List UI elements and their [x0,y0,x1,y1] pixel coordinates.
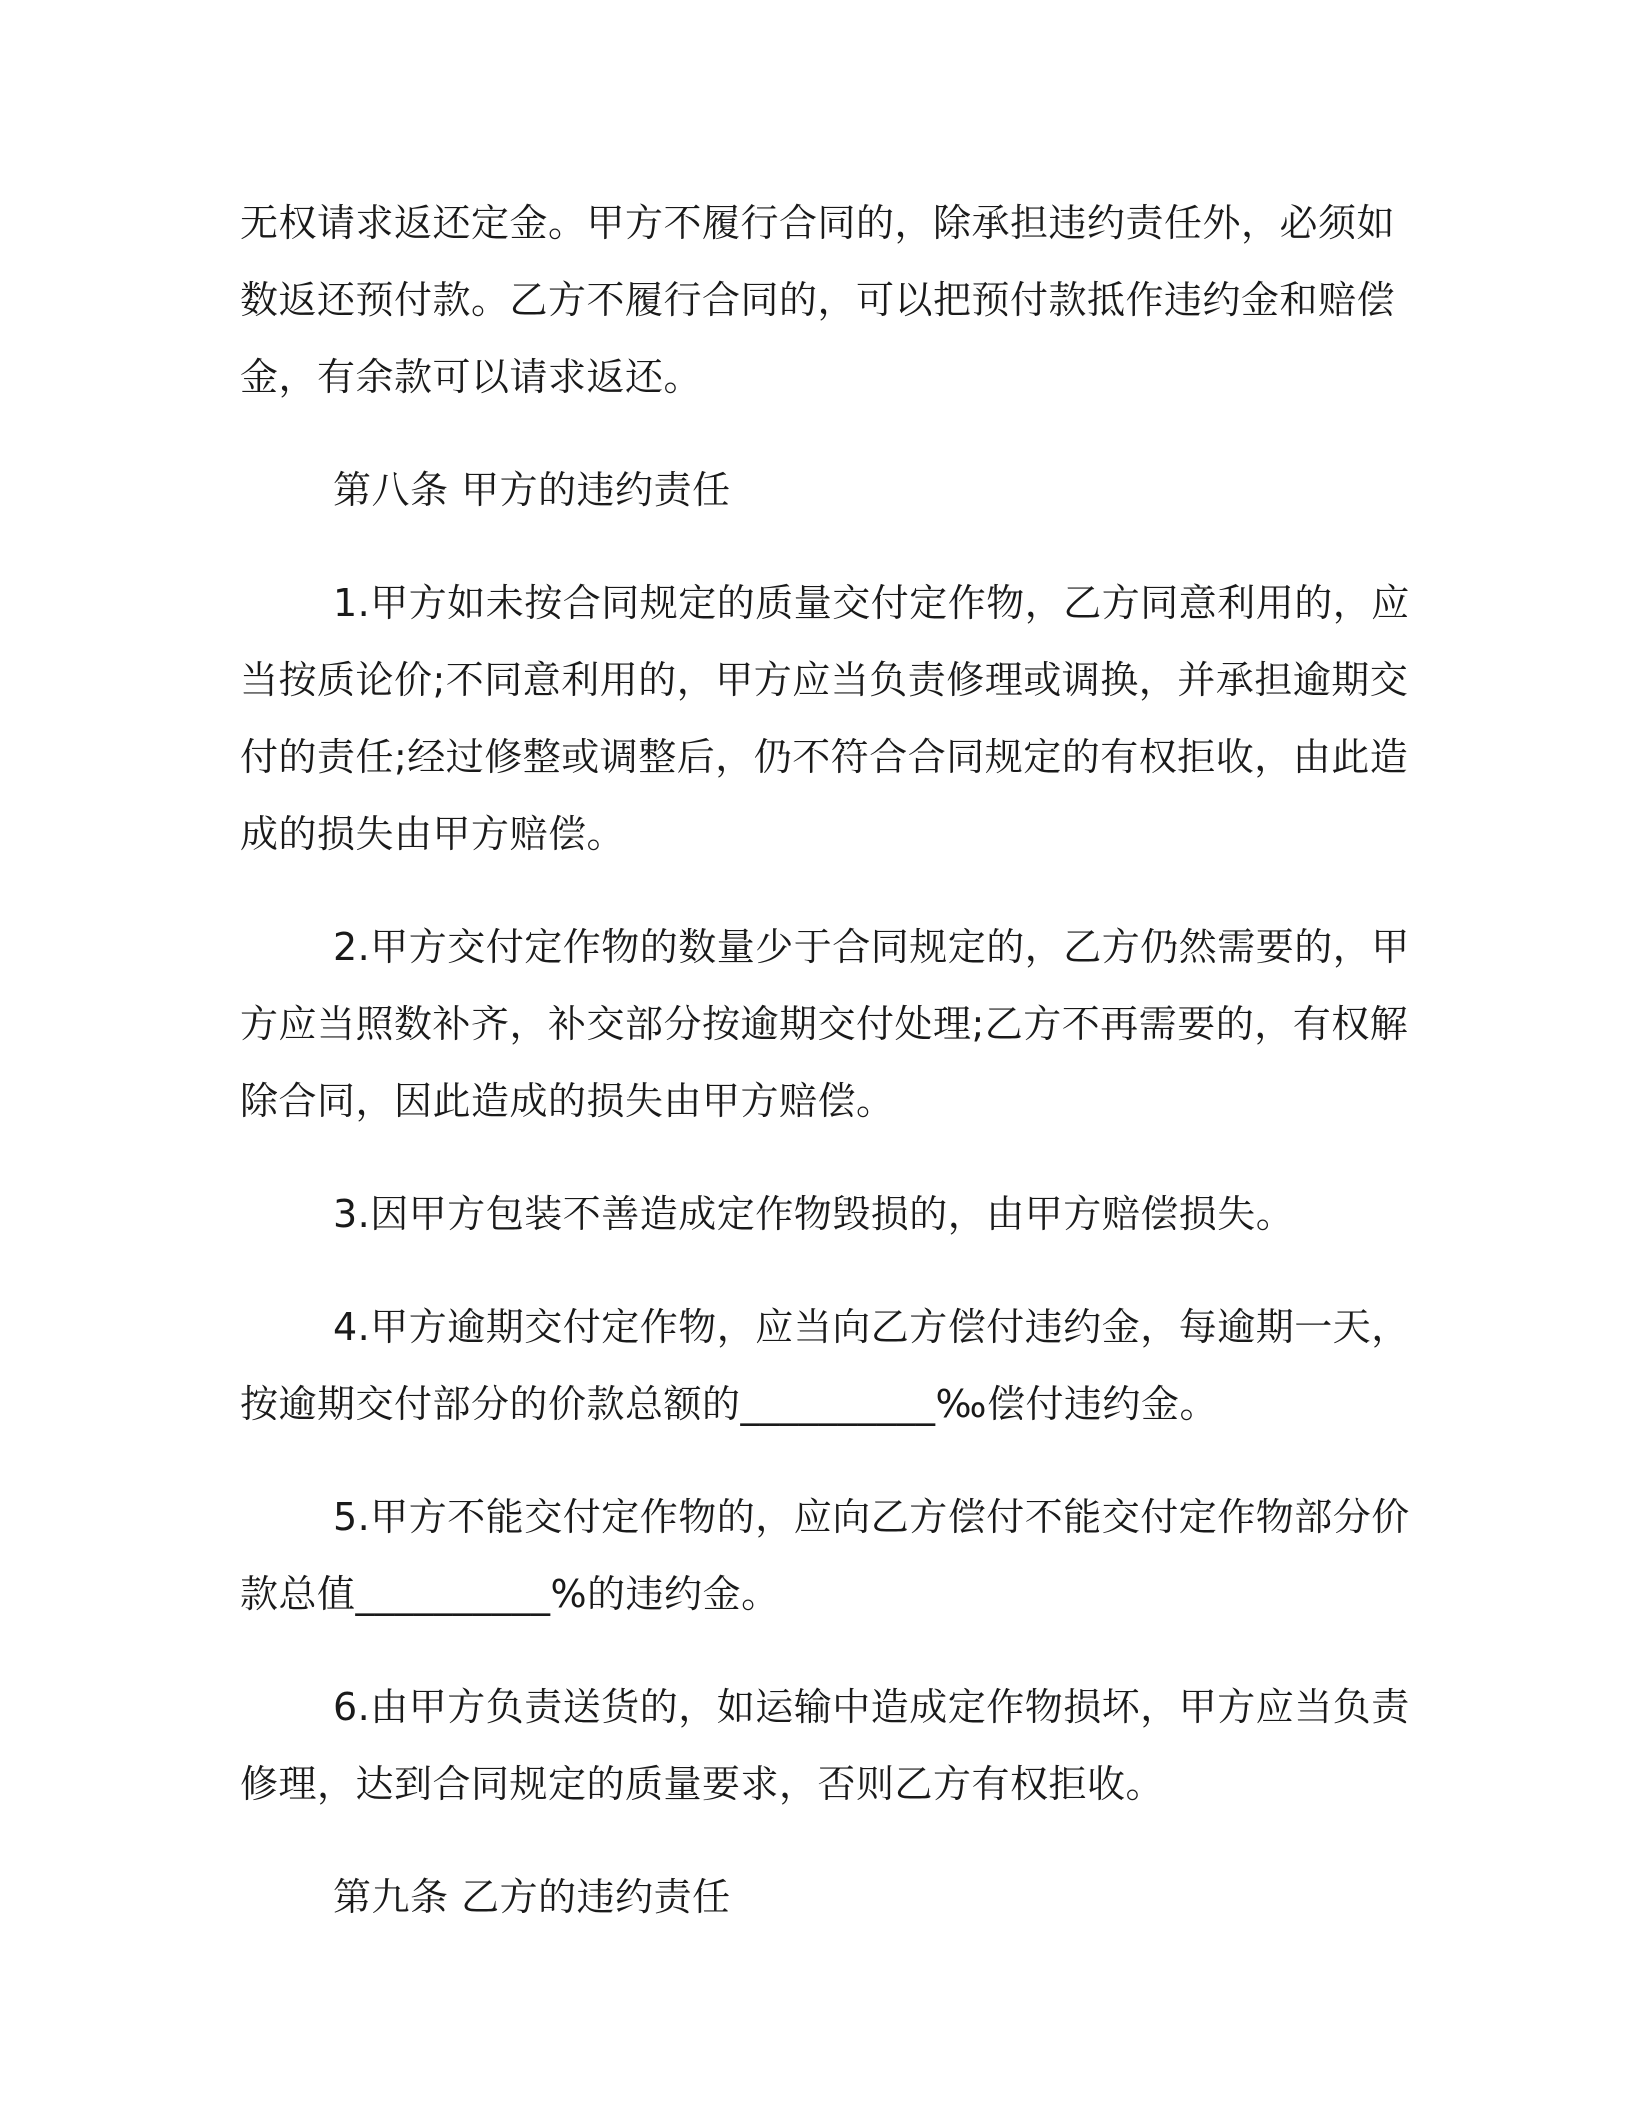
text-line: 1.甲方如未按合同规定的质量交付定作物，乙方同意利用的，应 [333,581,1410,625]
text-line: 3.因甲方包装不善造成定作物毁损的，由甲方赔偿损失。 [333,1192,1295,1236]
clause-item-4 [240,1289,1410,1443]
clause-item-3 [240,1176,1370,1253]
clause-item-2 [240,909,1410,1140]
clause-item-6 [240,1669,1410,1823]
section-heading-article-9 [240,1859,1370,1936]
text-line: 除合同，因此造成的损失由甲方赔偿。 [240,1079,895,1123]
section-heading-article-8 [240,452,1370,529]
text-line: 成的损失由甲方赔偿。 [240,812,626,856]
text-line: 付的责任;经过修整或调整后，仍不符合合同规定的有权拒收，由此造 [240,735,1409,779]
text-line: 2.甲方交付定作物的数量少于合同规定的，乙方仍然需要的，甲 [333,925,1410,969]
text-line: 款总值__________%的违约金。 [240,1572,780,1616]
text-line: 4.甲方逾期交付定作物，应当向乙方偿付违约金，每逾期一天， [333,1305,1410,1349]
document-body [240,185,1410,1972]
clause-item-5 [240,1479,1410,1633]
text-line: 5.甲方不能交付定作物的，应向乙方偿付不能交付定作物部分价 [333,1495,1410,1539]
text-line: 金，有余款可以请求返还。 [240,355,703,399]
text-line: 当按质论价;不同意利用的，甲方应当负责修理或调换，并承担逾期交 [240,658,1409,702]
heading-text: 第八条 甲方的违约责任 [333,468,731,512]
text-line: 数返还预付款。乙方不履行合同的，可以把预付款抵作违约金和赔偿 [240,278,1396,322]
text-line: 按逾期交付部分的价款总额的__________‰偿付违约金。 [240,1382,1218,1426]
text-line: 修理，达到合同规定的质量要求，否则乙方有权拒收。 [240,1762,1165,1806]
heading-text: 第九条 乙方的违约责任 [333,1875,731,1919]
text-line: 无权请求返还定金。甲方不履行合同的，除承担违约责任外，必须如 [240,201,1396,245]
text-line: 6.由甲方负责送货的，如运输中造成定作物损坏，甲方应当负责 [333,1685,1410,1729]
paragraph-deposit-refund [240,185,1396,416]
clause-item-1 [240,565,1410,873]
text-line: 方应当照数补齐，补交部分按逾期交付处理;乙方不再需要的，有权解 [240,1002,1409,1046]
